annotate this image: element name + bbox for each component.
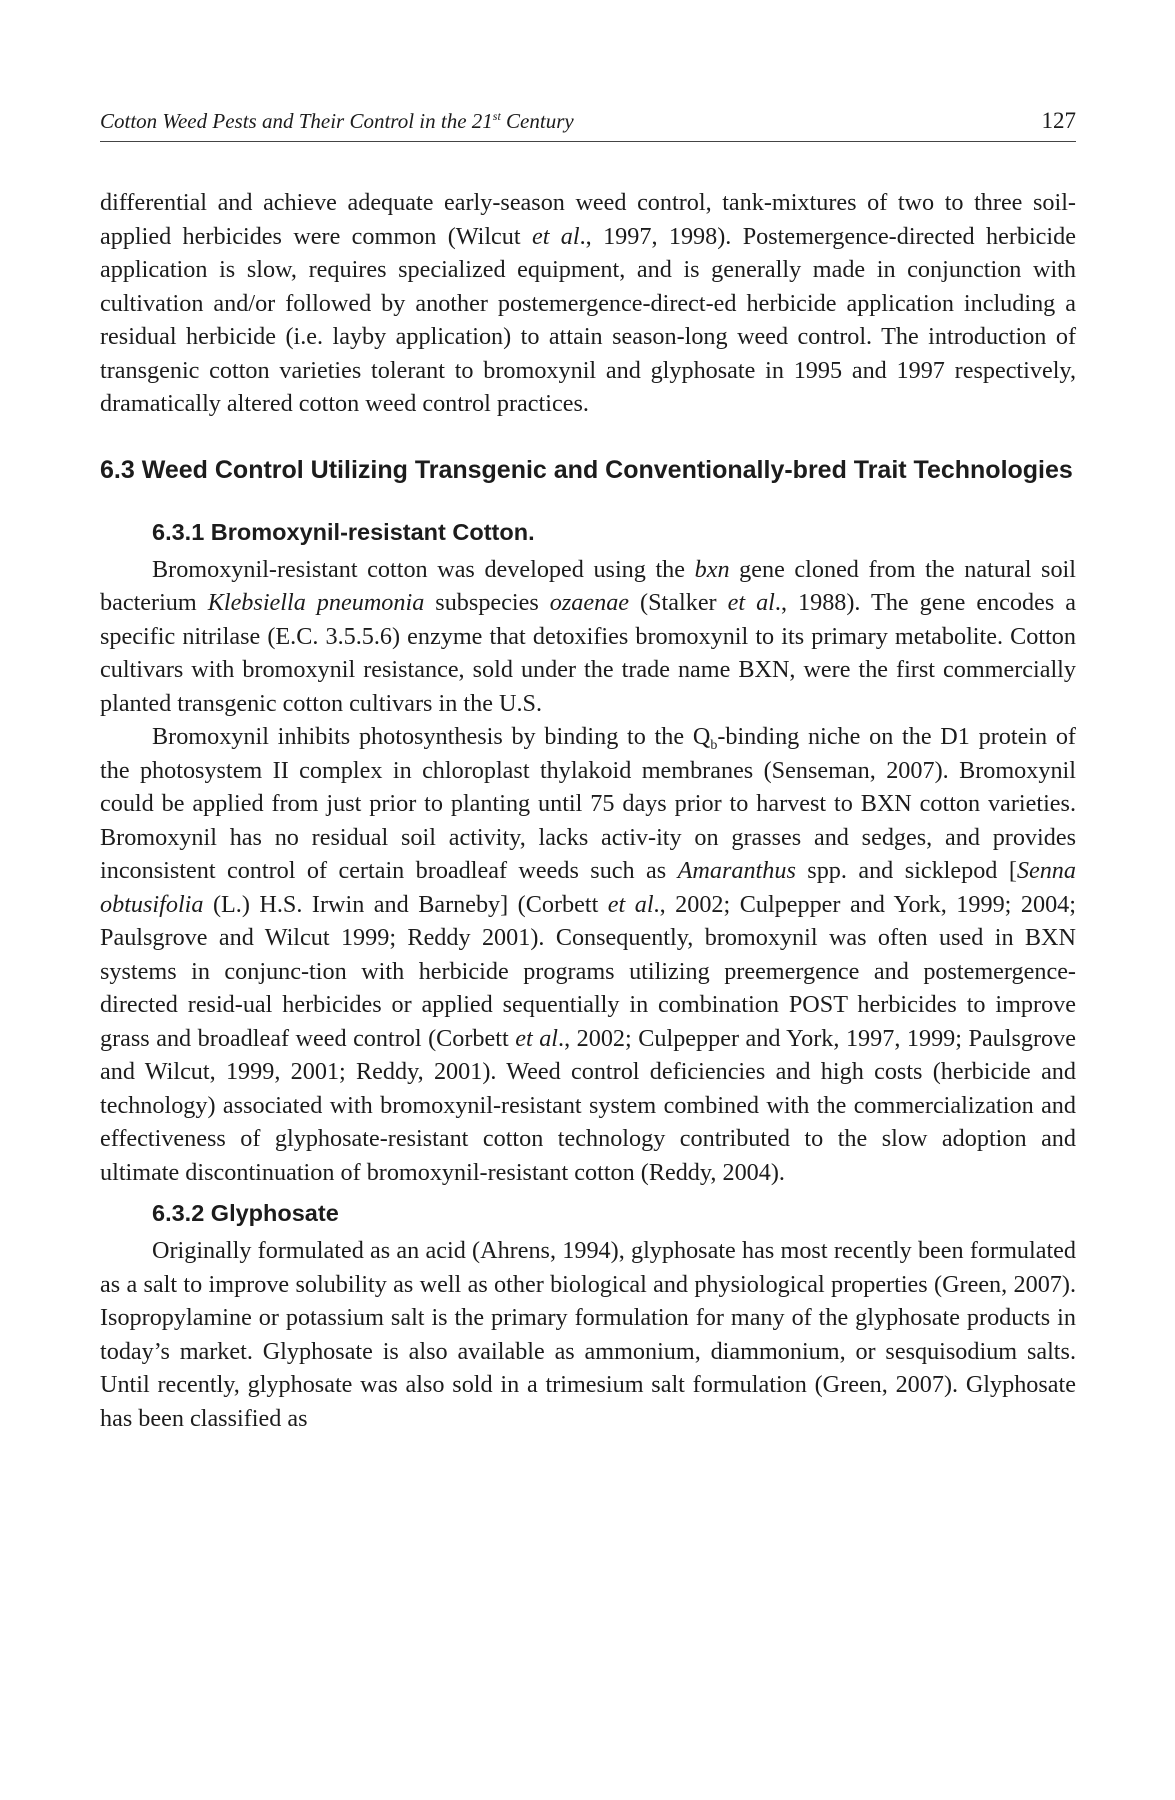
running-title-superscript: st [492,109,501,123]
paragraph-bromoxynil-1 [100,553,1076,721]
text-run: Bromoxynil inhibits photosynthesis by binding to the Q [152,723,711,750]
text-run: gene cloned from the natural soil bacterium [100,555,1076,616]
italic-run: ozaenae [549,589,630,616]
subsection-heading-6-3-1: 6.3.1 Bromoxynil-resistant Cotton. [152,518,535,545]
book-page [100,108,1076,1435]
text-run: differential and achieve adequate early-season weed control, tank-mixtures of two to three soil-applied herbicides were common (Wilcut [100,189,1076,250]
running-title [100,109,574,134]
text-run: ., 2002; Culpepper and York, 1999; 2004; Paulsgrove and Wilcut 1999; Reddy 2001). Consequently, bromoxynil was often used in BXN systems in conjunc-tion with herbicide programs utilizing preemergence and postemergence-directed resid-ual herbicides or applied sequentially in combination POST herbicides to improve grass and broadleaf weed control (Corbett [100,890,1076,1052]
text-run: ., 1997, 1998). Postemergence-directed herbicide application is slow, requires specialized equipment, and is generally made in conjunction with cultivation and/or followed by another postemergence-direct-ed herbicide application including a residual herbicide (i.e. layby application) to attain season-long weed control. The introduction of transgenic cotton varieties tolerant to bromoxynil and glyphosate in 1995 and 1997 respectively, dramatically altered cotton weed control practices. [100,222,1076,417]
section-heading-6-3: 6.3 Weed Control Utilizing Transgenic and Conventionally-bred Trait Technologies [100,455,1073,484]
page-body [100,186,1076,1435]
running-title-text-end: Century [500,109,574,133]
text-run: subspecies [424,589,550,616]
running-header [100,108,1076,142]
text-run: spp. and sicklepod [ [795,857,1017,884]
italic-run: Senna obtusifolia [100,857,1076,918]
italic-run: bxn [694,555,730,583]
italic-run: et al [515,1024,559,1052]
subscript-run: b [710,738,718,753]
paragraph-bromoxynil-2 [100,720,1076,1189]
text-run: ., 2002; Culpepper and York, 1997, 1999; Paulsgrove and Wilcut, 1999, 2001; Reddy, 2001). Weed control deficiencies and high costs (herbicide and technology) associated with bromoxynil-resistant system combined with the commercialization and effectiveness of glyphosate-resistant cotton technology contributed to the slow adoption and ultimate discontinuation of bromoxynil-resistant cotton (Reddy, 2004). [100,1024,1076,1186]
text-run: (Stalker [629,589,728,616]
italic-run: et al [531,222,580,250]
paragraph-intro [100,186,1076,421]
text-run: -binding niche on the D1 protein of the photosystem II complex in chloroplast thylakoid membranes (Senseman, 2007). Bromoxynil could be applied from just prior to planting until 75 days prior to harvest to BXN cotton varieties. Bromoxynil has no residual soil activity, lacks activ-ity on grasses and sedges, and provides inconsistent control of certain broadleaf weeds such as [100,723,1076,884]
text-run: ., 1988). The gene encodes a specific nitrilase (E.C. 3.5.5.6) enzyme that detoxifies bromoxynil to its primary metabolite. Cotton cultivars with bromoxynil resistance, sold under the trade name BXN, were the first commercially planted transgenic cotton cultivars in the U.S. [100,589,1076,717]
italic-run: et al [727,589,775,616]
subsection-heading-6-3-2: 6.3.2 Glyphosate [152,1200,339,1226]
text-run: (L.) H.S. Irwin and Barneby] (Corbett [203,890,608,918]
running-title-text: Cotton Weed Pests and Their Control in the 21 [100,109,493,133]
page-number: 127 [1041,108,1076,133]
italic-run: Amaranthus [677,857,796,884]
text-run: Bromoxynil-resistant cotton was developed using the [152,555,695,583]
paragraph-glyphosate-1: Originally formulated as an acid (Ahrens, 1994), glyphosate has most recently been formulated as a salt to improve solubility as well as other biological and physiological properties (Green, 2007). Isopropylamine or potassium salt is the primary formulation for many of the glyphosate products in today’s market. Glyphosate is also available as ammonium, diammonium, or sesquisodium salts. Until recently, glyphosate was also sold in a trimesium salt formulation (Green, 2007). Glyphosate has been classified as [100,1237,1076,1432]
italic-run: et al [607,890,654,918]
italic-run: Klebsiella pneumonia [207,589,425,616]
